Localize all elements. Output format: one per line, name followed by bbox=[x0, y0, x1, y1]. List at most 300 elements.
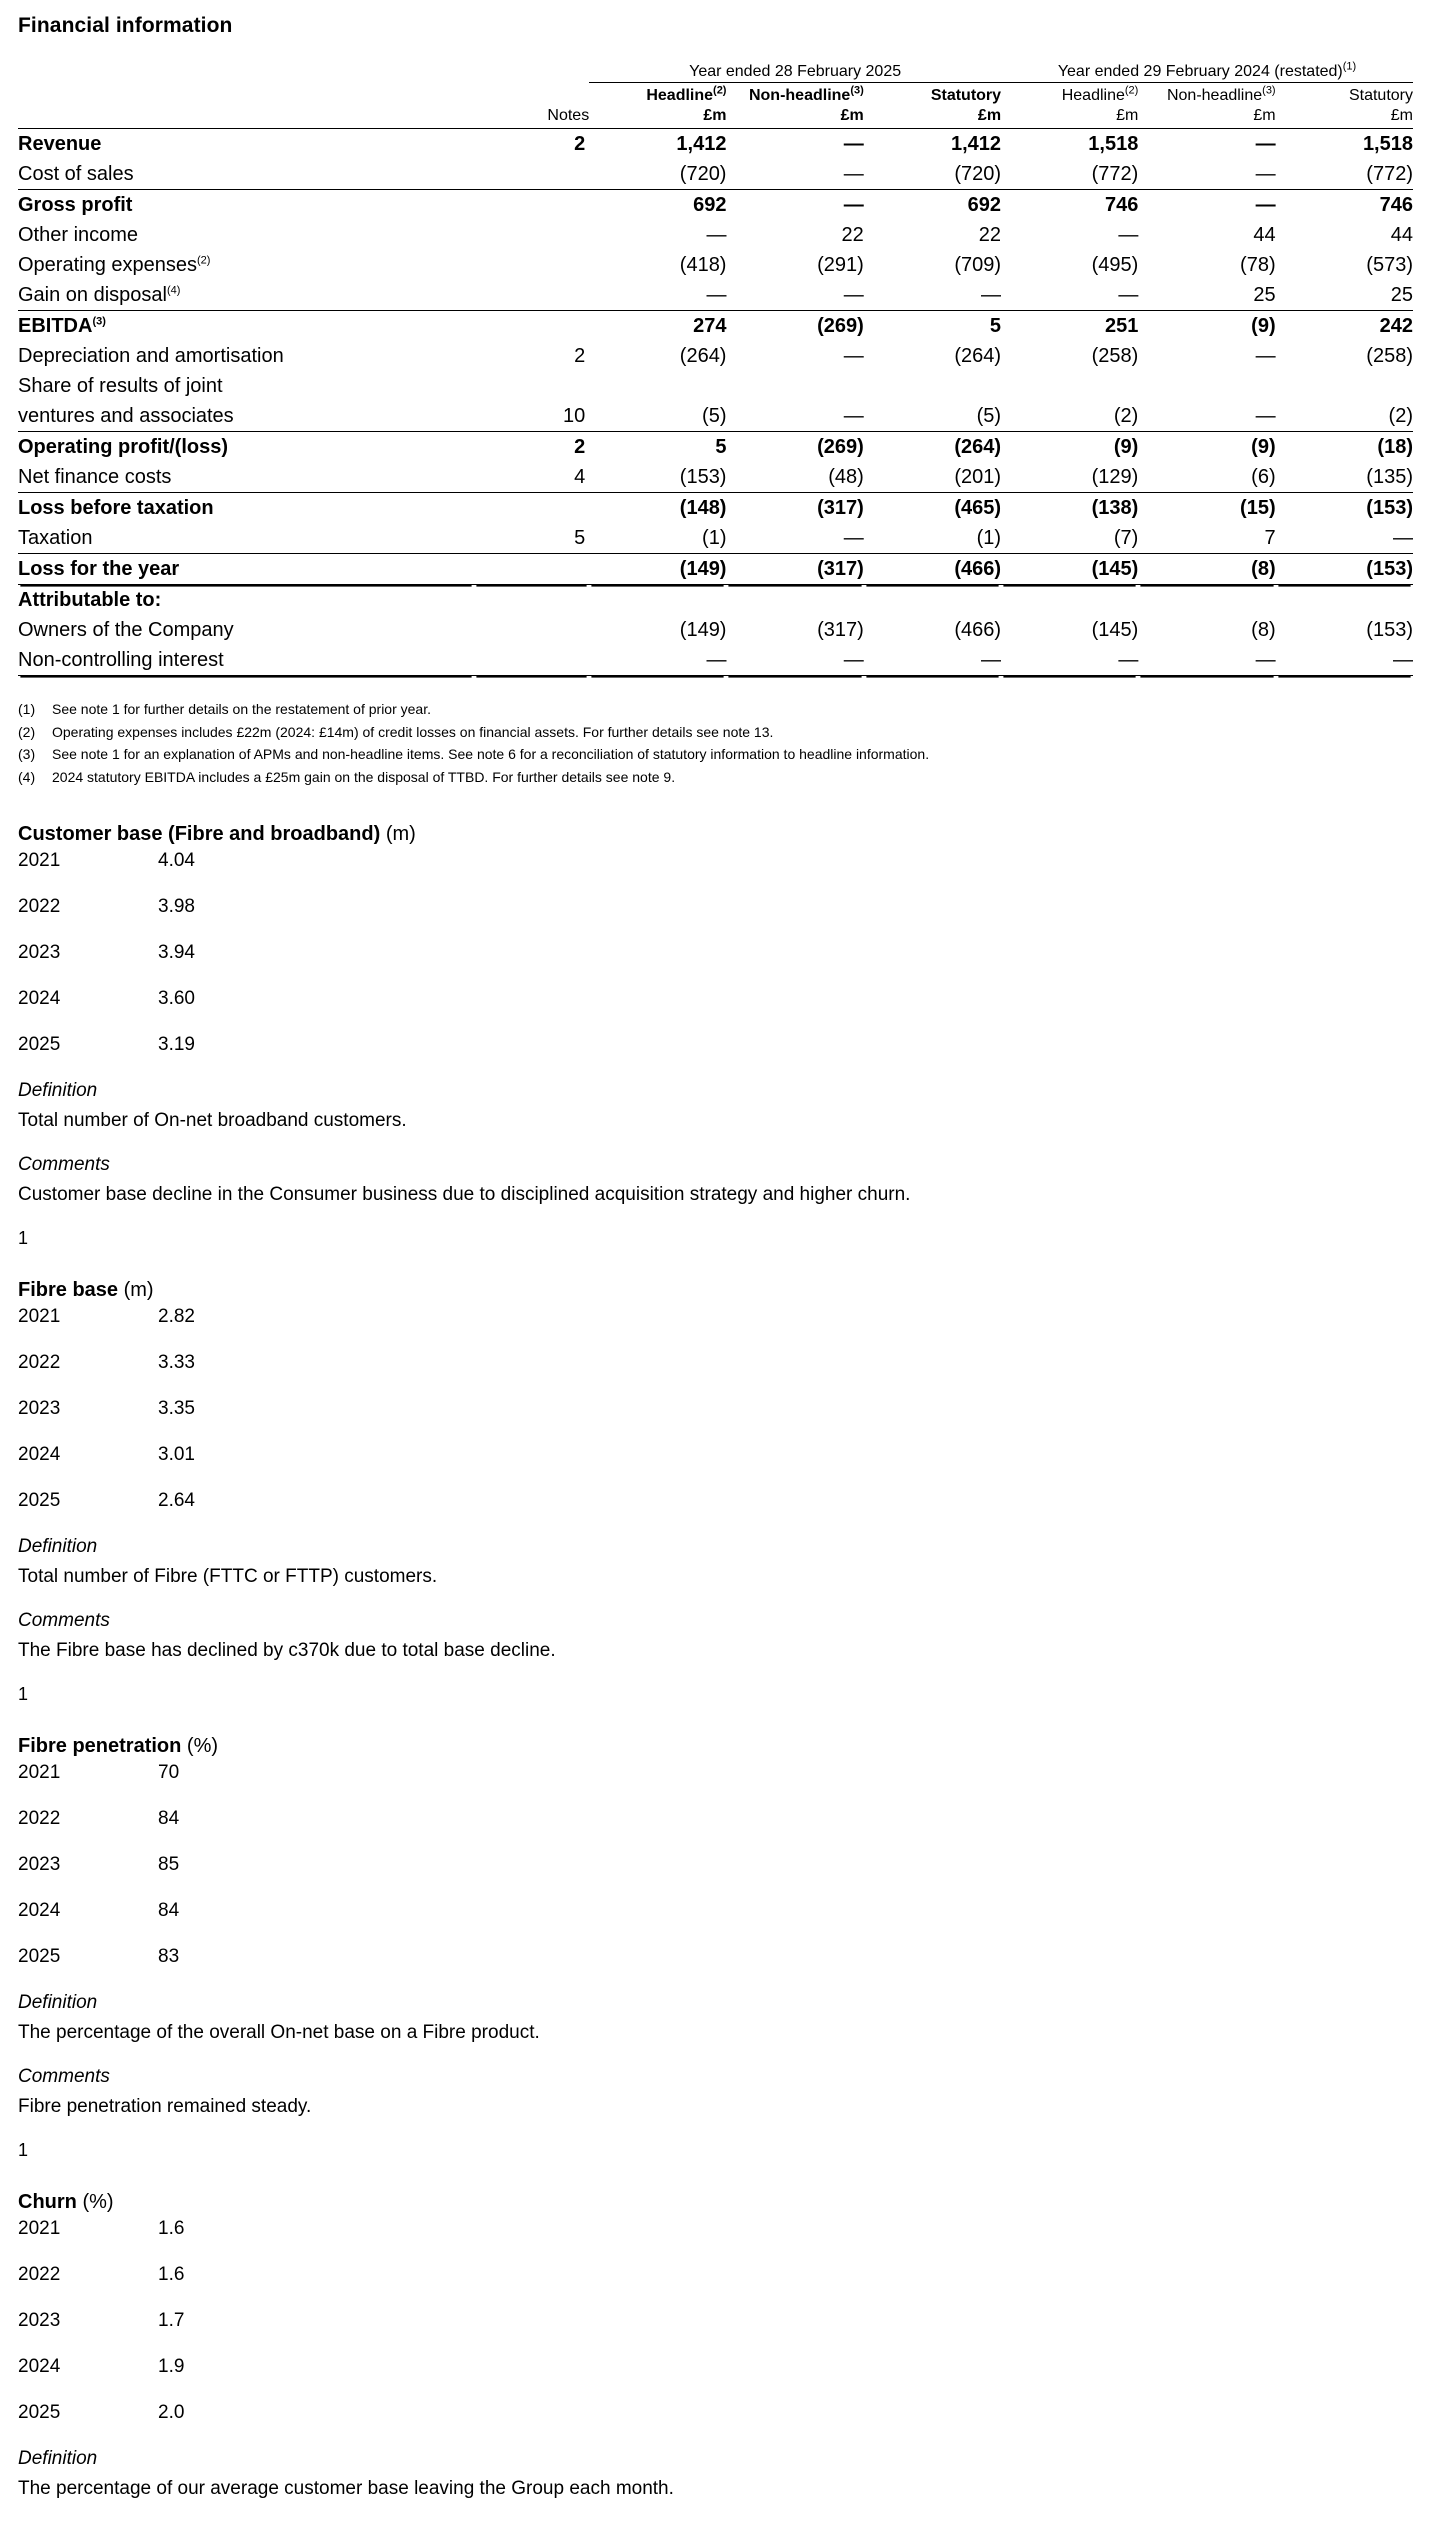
row-value: (149) bbox=[589, 554, 726, 585]
row-value: (720) bbox=[864, 159, 1001, 190]
table-row bbox=[18, 129, 1413, 160]
row-label: Loss before taxation bbox=[18, 497, 214, 519]
row-value: 25 bbox=[1138, 280, 1275, 311]
row-value: (1) bbox=[589, 523, 726, 554]
row-note-ref: 4 bbox=[474, 462, 589, 493]
group-header-2024 bbox=[1001, 60, 1413, 83]
row-value: (317) bbox=[817, 619, 864, 641]
row-value: (466) bbox=[864, 554, 1001, 585]
row-value: — bbox=[1276, 645, 1413, 676]
row-value: 746 bbox=[1104, 194, 1139, 216]
footnote-item bbox=[18, 698, 1417, 721]
row-label-sup: (3) bbox=[92, 315, 106, 328]
row-label: Attributable to: bbox=[18, 589, 162, 611]
row-note-ref: 2 bbox=[574, 436, 586, 458]
group-header-blank-notes bbox=[474, 64, 589, 83]
row-value: — bbox=[843, 345, 864, 367]
row-value: (2) bbox=[1276, 401, 1413, 432]
row-value: (149) bbox=[679, 619, 727, 641]
definition-text: The percentage of our average customer base leaving the Group each month. bbox=[18, 2477, 674, 2499]
colhead-headline-2025-label: Headline bbox=[646, 87, 714, 104]
page-number: 1 bbox=[18, 1227, 29, 1248]
kpi-value: 3.01 bbox=[158, 1443, 195, 1465]
row-note-ref: 2 bbox=[574, 345, 586, 367]
row-note-ref bbox=[474, 554, 589, 585]
comments-text: Fibre penetration remained steady. bbox=[18, 2095, 312, 2117]
colhead-blank bbox=[18, 83, 474, 106]
kpi-data-row bbox=[18, 850, 1417, 872]
row-value: (317) bbox=[817, 497, 864, 519]
row-value: — bbox=[864, 280, 1001, 311]
kpi-year: 2021 bbox=[18, 1761, 61, 1783]
kpi-data-row bbox=[18, 1306, 1417, 1328]
row-value: (48) bbox=[726, 462, 863, 493]
kpi-data-row bbox=[18, 1034, 1417, 1056]
unit-nonheadline-2024: £m bbox=[1253, 107, 1276, 124]
kpi-block bbox=[18, 1279, 1417, 1705]
row-value: (18) bbox=[1377, 436, 1413, 458]
kpi-value: 83 bbox=[158, 1945, 180, 1967]
row-value: (466) bbox=[954, 619, 1002, 641]
kpi-year: 2023 bbox=[18, 941, 61, 963]
page-number: 1 bbox=[18, 1683, 29, 1704]
kpi-data-row bbox=[18, 1490, 1417, 1512]
definition-label: Definition bbox=[18, 1535, 98, 1557]
row-value: 5 bbox=[989, 315, 1002, 337]
row-note-ref bbox=[474, 645, 589, 676]
row-label: ventures and associates bbox=[18, 401, 474, 432]
kpi-title-text: Churn bbox=[18, 2190, 77, 2213]
unit-headline-2024: £m bbox=[1116, 107, 1139, 124]
table-body bbox=[18, 129, 1413, 676]
unit-statutory-2024: £m bbox=[1390, 107, 1413, 124]
kpi-value: 1.6 bbox=[158, 2263, 185, 2285]
row-value bbox=[1001, 585, 1138, 616]
row-label: Share of results of joint bbox=[18, 375, 223, 397]
kpi-data-row bbox=[18, 1762, 1417, 1784]
kpi-value: 2.82 bbox=[158, 1305, 195, 1327]
row-value bbox=[1138, 585, 1275, 616]
row-note-ref bbox=[474, 585, 589, 616]
footnote-text: See note 1 for an explanation of APMs and non-headline items. See note 6 for a reconciliation of statutory information to headline information. bbox=[52, 746, 930, 763]
table-row bbox=[18, 311, 1413, 342]
colhead-headline-2025-sup: (2) bbox=[713, 84, 727, 97]
kpi-block bbox=[18, 823, 1417, 1249]
row-value: (201) bbox=[864, 462, 1001, 493]
unit-header-row bbox=[18, 105, 1413, 129]
colhead-headline-2025 bbox=[589, 83, 726, 106]
footnote-item bbox=[18, 743, 1417, 766]
comments-text: Customer base decline in the Consumer business due to disciplined acquisition strategy and higher churn. bbox=[18, 1183, 911, 1205]
row-value bbox=[1276, 585, 1413, 616]
row-label: Owners of the Company bbox=[18, 619, 234, 641]
row-value: (153) bbox=[589, 462, 726, 493]
colhead-notes: Notes bbox=[547, 107, 590, 124]
row-value: — bbox=[864, 645, 1001, 676]
kpi-data-row bbox=[18, 1808, 1417, 1830]
kpi-data-row bbox=[18, 1900, 1417, 1922]
row-value: (135) bbox=[1276, 462, 1413, 493]
row-label-sup: (2) bbox=[197, 254, 211, 267]
group-header-2024-label: Year ended 29 February 2024 (restated) bbox=[1057, 63, 1343, 80]
row-value: 44 bbox=[1253, 224, 1276, 246]
kpi-year: 2022 bbox=[18, 1351, 61, 1373]
comments-label: Comments bbox=[18, 1153, 110, 1175]
row-value: (78) bbox=[1240, 254, 1276, 276]
colhead-nonheadline-2025-label: Non-headline bbox=[748, 87, 851, 104]
row-value: (720) bbox=[589, 159, 726, 190]
row-value: 251 bbox=[1104, 315, 1139, 337]
colhead-headline-2024-sup: (2) bbox=[1124, 84, 1139, 97]
row-label: Loss for the year bbox=[18, 554, 474, 585]
colhead-nonheadline-2024 bbox=[1138, 83, 1275, 106]
footnote-marker: (4) bbox=[18, 769, 36, 786]
colhead-headline-2024-label: Headline bbox=[1061, 87, 1125, 104]
row-note-ref bbox=[474, 371, 589, 401]
kpi-title bbox=[18, 823, 1417, 846]
row-note-ref: 2 bbox=[474, 129, 589, 160]
row-note-ref bbox=[474, 280, 589, 311]
row-value: 746 bbox=[1379, 194, 1413, 216]
kpi-year: 2024 bbox=[18, 987, 61, 1009]
kpi-data-row bbox=[18, 2310, 1417, 2332]
row-label: Operating profit/(loss) bbox=[18, 436, 228, 458]
row-value: 1,518 bbox=[1001, 129, 1138, 160]
row-value: (772) bbox=[1001, 159, 1138, 190]
row-value: — bbox=[1255, 345, 1276, 367]
row-value: (138) bbox=[1091, 497, 1139, 519]
footnotes bbox=[18, 698, 1417, 789]
kpi-value: 1.7 bbox=[158, 2309, 185, 2331]
row-value: (264) bbox=[679, 345, 727, 367]
colhead-nonheadline-2025 bbox=[726, 83, 863, 106]
table-row bbox=[18, 462, 1413, 493]
kpi-data-row bbox=[18, 2402, 1417, 2424]
kpi-value: 3.35 bbox=[158, 1397, 195, 1419]
row-value: — bbox=[1118, 224, 1139, 246]
row-value: — bbox=[726, 159, 863, 190]
row-note-ref bbox=[474, 190, 589, 221]
row-value: — bbox=[1001, 645, 1138, 676]
kpi-year: 2023 bbox=[18, 2309, 61, 2331]
kpi-value: 84 bbox=[158, 1899, 180, 1921]
definition-label: Definition bbox=[18, 2447, 98, 2469]
row-value: — bbox=[1001, 280, 1138, 311]
kpi-value: 3.60 bbox=[158, 987, 195, 1009]
group-header-blank bbox=[18, 64, 474, 83]
table-row bbox=[18, 280, 1413, 311]
kpi-title-text: Fibre base bbox=[18, 1278, 119, 1301]
row-value: (2) bbox=[1001, 401, 1138, 432]
kpi-data-row bbox=[18, 1444, 1417, 1466]
kpi-data-row bbox=[18, 1398, 1417, 1420]
footnote-item bbox=[18, 721, 1417, 744]
row-value: (258) bbox=[1366, 345, 1413, 367]
kpi-data-row bbox=[18, 2356, 1417, 2378]
row-value: (153) bbox=[1366, 497, 1413, 519]
row-value: 692 bbox=[967, 194, 1002, 216]
kpi-block bbox=[18, 2191, 1417, 2500]
row-value: (5) bbox=[589, 401, 726, 432]
row-value: (573) bbox=[1366, 254, 1413, 276]
kpi-year: 2021 bbox=[18, 2217, 61, 2239]
kpi-title-unit: (%) bbox=[76, 2190, 114, 2213]
kpi-value: 3.33 bbox=[158, 1351, 195, 1373]
kpi-year: 2025 bbox=[18, 2401, 61, 2423]
row-value: (772) bbox=[1276, 159, 1413, 190]
unit-statutory-2025: £m bbox=[977, 107, 1002, 124]
page-title: Financial information bbox=[18, 14, 233, 37]
page-number: 1 bbox=[18, 2139, 29, 2160]
kpi-data-row bbox=[18, 988, 1417, 1010]
row-note-ref: 5 bbox=[474, 523, 589, 554]
definition-label: Definition bbox=[18, 1079, 98, 1101]
kpi-year: 2022 bbox=[18, 2263, 61, 2285]
kpi-title-unit: (%) bbox=[181, 1734, 219, 1757]
kpi-value: 2.0 bbox=[158, 2401, 185, 2423]
row-value: (465) bbox=[954, 497, 1002, 519]
row-value: 1,412 bbox=[864, 129, 1001, 160]
footnote-text: 2024 statutory EBITDA includes a £25m gain on the disposal of TTBD. For further details see note 9. bbox=[52, 769, 676, 786]
row-value bbox=[1001, 371, 1138, 401]
row-value: (6) bbox=[1138, 462, 1275, 493]
comments-text: The Fibre base has declined by c370k due to total base decline. bbox=[18, 1639, 556, 1661]
row-value: (264) bbox=[954, 436, 1002, 458]
row-value: — bbox=[706, 224, 727, 246]
unit-headline-2025: £m bbox=[703, 107, 727, 124]
unit-blank bbox=[18, 105, 474, 129]
row-note-ref bbox=[474, 493, 589, 524]
row-value bbox=[726, 371, 863, 401]
table-row bbox=[18, 190, 1413, 221]
row-value bbox=[864, 585, 1001, 616]
row-value: (258) bbox=[1091, 345, 1139, 367]
kpi-block bbox=[18, 1735, 1417, 2161]
financial-information-table bbox=[18, 60, 1413, 676]
kpi-year: 2022 bbox=[18, 895, 61, 917]
kpi-title bbox=[18, 2191, 1417, 2214]
kpi-title bbox=[18, 1735, 1417, 1758]
row-value: — bbox=[726, 280, 863, 311]
row-note-ref bbox=[474, 615, 589, 645]
kpi-year: 2021 bbox=[18, 849, 61, 871]
row-value: — bbox=[1138, 645, 1275, 676]
table-row bbox=[18, 220, 1413, 250]
kpi-value: 3.98 bbox=[158, 895, 195, 917]
table-row bbox=[18, 585, 1413, 616]
kpi-data-row bbox=[18, 1352, 1417, 1374]
comments-label: Comments bbox=[18, 1609, 110, 1631]
row-value bbox=[589, 371, 726, 401]
kpi-year: 2024 bbox=[18, 2355, 61, 2377]
row-value: 22 bbox=[841, 224, 864, 246]
comments-label: Comments bbox=[18, 2065, 110, 2087]
definition-text: Total number of On-net broadband customers. bbox=[18, 1109, 407, 1131]
row-label: Other income bbox=[18, 224, 139, 246]
kpi-sections bbox=[18, 823, 1417, 2500]
row-value: (5) bbox=[864, 401, 1001, 432]
row-value: 25 bbox=[1276, 280, 1413, 311]
table-row bbox=[18, 432, 1413, 463]
kpi-data-row bbox=[18, 1854, 1417, 1876]
row-value: 1,412 bbox=[589, 129, 726, 160]
row-value: (8) bbox=[1138, 554, 1275, 585]
kpi-data-row bbox=[18, 2218, 1417, 2240]
row-value bbox=[589, 585, 726, 616]
kpi-year: 2025 bbox=[18, 1489, 61, 1511]
kpi-data-row bbox=[18, 1946, 1417, 1968]
kpi-year: 2025 bbox=[18, 1033, 61, 1055]
table-row bbox=[18, 401, 1413, 432]
group-header-2024-sup: (1) bbox=[1342, 60, 1357, 73]
colhead-blank-notes bbox=[474, 83, 589, 106]
row-value: (291) bbox=[817, 254, 864, 276]
column-header-row bbox=[18, 83, 1413, 106]
row-value: (495) bbox=[1091, 254, 1139, 276]
row-label-sup: (4) bbox=[166, 284, 181, 297]
row-value: 692 bbox=[693, 194, 727, 216]
row-value: (269) bbox=[817, 436, 864, 458]
kpi-value: 1.6 bbox=[158, 2217, 185, 2239]
footnote-marker: (1) bbox=[18, 701, 36, 717]
row-note-ref bbox=[474, 250, 589, 280]
row-value: (145) bbox=[1091, 619, 1139, 641]
kpi-title-unit: (m) bbox=[118, 1278, 154, 1301]
row-label: Taxation bbox=[18, 523, 474, 554]
row-value: (269) bbox=[817, 315, 864, 337]
colhead-statutory-2024: Statutory bbox=[1348, 87, 1413, 104]
row-value: — bbox=[589, 280, 726, 311]
row-value: (418) bbox=[679, 254, 727, 276]
row-note-ref bbox=[474, 311, 589, 342]
row-note-ref bbox=[474, 159, 589, 190]
colhead-statutory-2025: Statutory bbox=[930, 87, 1002, 104]
definition-label: Definition bbox=[18, 1991, 98, 2013]
row-value: (264) bbox=[954, 345, 1002, 367]
row-value: 242 bbox=[1379, 315, 1413, 337]
kpi-year: 2024 bbox=[18, 1899, 61, 1921]
kpi-year: 2025 bbox=[18, 1945, 61, 1967]
colhead-nonheadline-2024-sup: (3) bbox=[1262, 84, 1276, 97]
row-value: 7 bbox=[1138, 523, 1275, 554]
row-label: Depreciation and amortisation bbox=[18, 345, 284, 367]
kpi-data-row bbox=[18, 942, 1417, 964]
row-label: Gross profit bbox=[18, 194, 133, 216]
row-value: (7) bbox=[1001, 523, 1138, 554]
footnote-item bbox=[18, 766, 1417, 789]
table-row bbox=[18, 523, 1413, 554]
row-value: (9) bbox=[1251, 315, 1276, 337]
kpi-title-text: Customer base (Fibre and broadband) bbox=[18, 822, 381, 845]
row-value: 274 bbox=[693, 315, 727, 337]
row-value bbox=[1276, 371, 1413, 401]
row-value: (9) bbox=[1251, 436, 1276, 458]
group-header-2025: Year ended 28 February 2025 bbox=[589, 64, 1001, 83]
row-value: — bbox=[1138, 159, 1275, 190]
kpi-value: 70 bbox=[158, 1761, 180, 1783]
kpi-title bbox=[18, 1279, 1417, 1302]
kpi-value: 1.9 bbox=[158, 2355, 185, 2377]
row-label: EBITDA$^{(3)}$ bbox=[18, 315, 106, 337]
row-label: Net finance costs bbox=[18, 462, 474, 493]
row-value: (15) bbox=[1240, 497, 1276, 519]
row-value: (9) bbox=[1113, 436, 1139, 458]
table-row bbox=[18, 645, 1413, 676]
row-value: 44 bbox=[1390, 224, 1413, 246]
footnote-text: See note 1 for further details on the restatement of prior year. bbox=[52, 701, 431, 717]
row-note-ref bbox=[474, 220, 589, 250]
kpi-value: 3.94 bbox=[158, 941, 195, 963]
row-value: (145) bbox=[1001, 554, 1138, 585]
table-row bbox=[18, 341, 1413, 371]
kpi-value: 2.64 bbox=[158, 1489, 195, 1511]
footnote-marker: (2) bbox=[18, 723, 36, 740]
row-value: — bbox=[1276, 523, 1413, 554]
colhead-nonheadline-2024-label: Non-headline bbox=[1166, 87, 1263, 104]
table-row bbox=[18, 250, 1413, 280]
row-value: (709) bbox=[954, 254, 1002, 276]
row-value: (153) bbox=[1366, 619, 1413, 641]
kpi-year: 2023 bbox=[18, 1397, 61, 1419]
row-value: — bbox=[726, 523, 863, 554]
kpi-year: 2023 bbox=[18, 1853, 61, 1875]
group-header-row bbox=[18, 64, 1413, 83]
kpi-title-unit: (m) bbox=[380, 822, 416, 845]
unit-nonheadline-2025: £m bbox=[840, 107, 864, 124]
row-value: — bbox=[589, 645, 726, 676]
row-value: — bbox=[1138, 129, 1275, 160]
row-value: 1,518 bbox=[1276, 129, 1413, 160]
row-label: Cost of sales bbox=[18, 159, 474, 190]
row-value: — bbox=[1255, 194, 1276, 216]
row-value: 22 bbox=[978, 224, 1002, 246]
definition-text: The percentage of the overall On-net base on a Fibre product. bbox=[18, 2021, 540, 2043]
colhead-headline-2024 bbox=[1001, 83, 1138, 106]
kpi-value: 3.19 bbox=[158, 1033, 195, 1055]
kpi-value: 4.04 bbox=[158, 849, 195, 871]
row-label: Operating expenses$^{(2)}$ bbox=[18, 254, 211, 276]
footnote-marker: (3) bbox=[18, 746, 36, 763]
row-value: — bbox=[726, 645, 863, 676]
row-value: (153) bbox=[1276, 554, 1413, 585]
row-value: — bbox=[726, 129, 863, 160]
table-row bbox=[18, 554, 1413, 585]
row-note-ref: 10 bbox=[474, 401, 589, 432]
row-value bbox=[726, 585, 863, 616]
kpi-data-row bbox=[18, 2264, 1417, 2286]
kpi-data-row bbox=[18, 896, 1417, 918]
colhead-nonheadline-2025-sup: (3) bbox=[850, 84, 864, 97]
row-value: (8) bbox=[1251, 619, 1276, 641]
row-value bbox=[864, 371, 1001, 401]
kpi-value: 85 bbox=[158, 1853, 180, 1875]
row-value: 5 bbox=[715, 436, 727, 458]
row-value: (148) bbox=[679, 497, 727, 519]
table-row bbox=[18, 615, 1413, 645]
kpi-year: 2024 bbox=[18, 1443, 61, 1465]
table-row bbox=[18, 371, 1413, 401]
row-value: (317) bbox=[726, 554, 863, 585]
table-row bbox=[18, 159, 1413, 190]
row-value: — bbox=[1138, 401, 1275, 432]
row-label: Gain on disposal$^{(4)}$ bbox=[18, 280, 474, 311]
row-value: (1) bbox=[864, 523, 1001, 554]
row-value: — bbox=[726, 401, 863, 432]
kpi-year: 2021 bbox=[18, 1305, 61, 1327]
row-value: (129) bbox=[1001, 462, 1138, 493]
row-label: Non-controlling interest bbox=[18, 645, 474, 676]
footnote-text: Operating expenses includes £22m (2024: £14m) of credit losses on financial assets. For further details see note 13. bbox=[52, 723, 774, 740]
